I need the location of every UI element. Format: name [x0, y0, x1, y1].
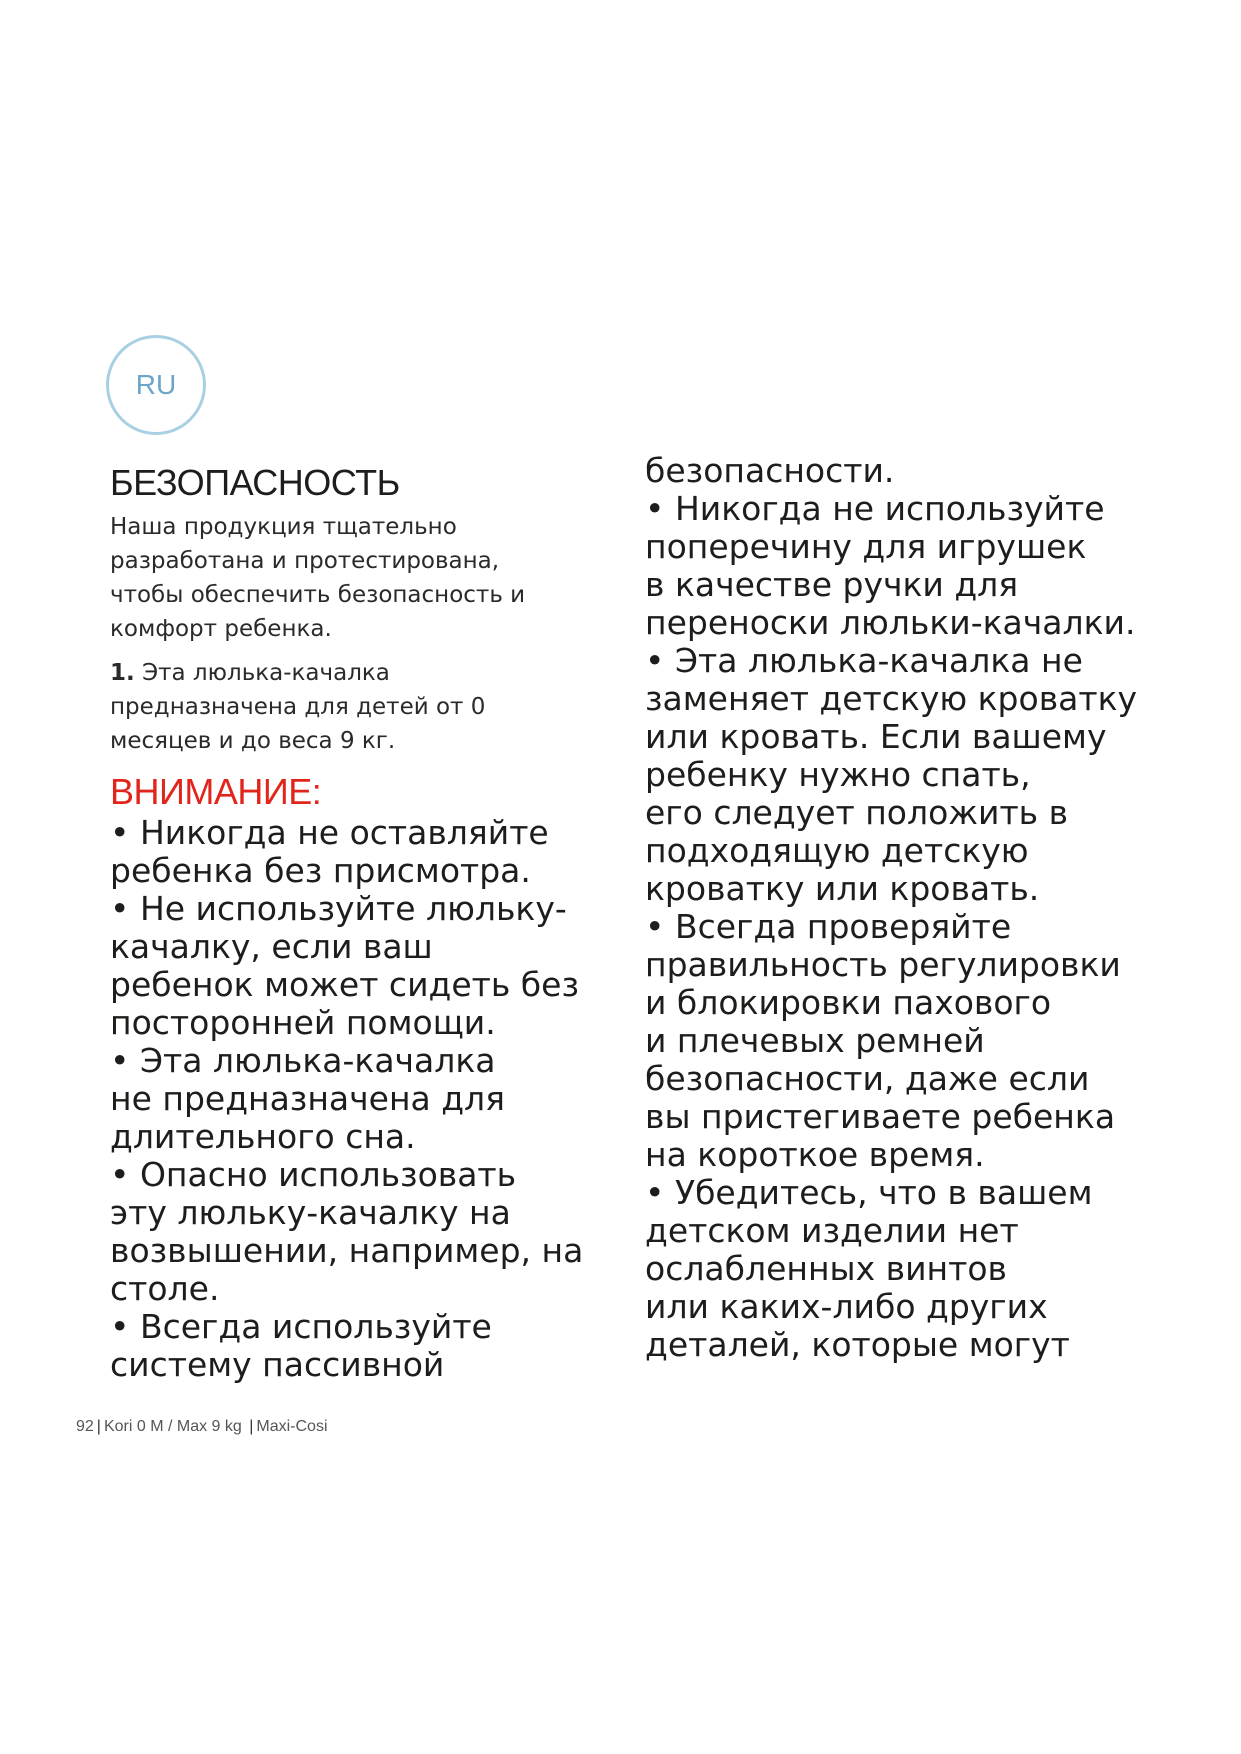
warning-line: на короткое время. — [645, 1135, 985, 1174]
intro-line: Наша продукция тщательно — [110, 514, 457, 540]
warning-line: • Эта люлька-качалка не — [645, 641, 1083, 680]
warning-line: или кровать. Если вашему — [645, 717, 1107, 756]
warning-line: • Убедитесь, что в вашем — [645, 1173, 1093, 1212]
section-heading: БЕЗОПАСНОСТЬ — [110, 462, 400, 503]
warning-line: деталей, которые могут — [645, 1325, 1070, 1364]
warning-line: • Всегда проверяйте — [645, 907, 1012, 946]
language-badge-label: RU — [135, 369, 177, 400]
warning-line: • Эта люлька-качалка — [110, 1041, 496, 1080]
warning-line: подходящую детскую — [645, 831, 1029, 870]
warning-line: детском изделии нет — [645, 1211, 1019, 1250]
product-name: Kori 0 M / Max 9 kg — [103, 1418, 242, 1435]
item-number: 1. — [110, 660, 135, 686]
footer-separator: | — [96, 1418, 101, 1435]
warning-line: безопасности. — [645, 451, 895, 490]
warning-line: безопасности, даже если — [645, 1059, 1090, 1098]
warning-line: • Всегда используйте — [110, 1307, 492, 1346]
left-column — [110, 462, 610, 1384]
intro-line: разработана и протестирована, — [110, 548, 500, 574]
warning-line: ребенку нужно спать, — [645, 755, 1031, 794]
warning-line: ребенок может сидеть без — [110, 965, 579, 1004]
warning-line: и плечевых ремней — [645, 1021, 985, 1060]
warning-line: поперечину для игрушек — [645, 527, 1087, 566]
warning-line: ослабленных винтов — [645, 1249, 1007, 1288]
warning-line: в качестве ручки для — [645, 565, 1019, 604]
warning-line: систему пассивной — [110, 1345, 445, 1384]
page-footer — [76, 1418, 328, 1436]
warning-line: • Не используйте люльку- — [110, 889, 567, 928]
item-line: Эта люлька-качалка — [142, 660, 390, 686]
warning-line: длительного сна. — [110, 1117, 416, 1156]
warning-line: качалку, если ваш — [110, 927, 433, 966]
warning-line: столе. — [110, 1269, 220, 1308]
warning-line: • Опасно использовать — [110, 1155, 517, 1194]
numbered-item-1 — [110, 656, 610, 758]
warning-line: вы пристегиваете ребенка — [645, 1097, 1116, 1136]
warning-line: его следует положить в — [645, 793, 1069, 832]
item-line: предназначена для детей от 0 — [110, 694, 486, 720]
language-badge — [106, 335, 206, 435]
warning-list — [110, 814, 610, 1384]
warning-line: не предназначена для — [110, 1079, 506, 1118]
intro-line: чтобы обеспечить безопасность и — [110, 582, 526, 608]
warning-line: ребенка без присмотра. — [110, 851, 531, 890]
warning-line: возвышении, например, на — [110, 1231, 584, 1270]
warning-line: заменяет детскую кроватку — [645, 679, 1138, 718]
warning-line: • Никогда не используйте — [645, 489, 1105, 528]
warning-line: или каких-либо других — [645, 1287, 1048, 1326]
warning-line: правильность регулировки — [645, 945, 1121, 984]
item-line: месяцев и до веса 9 кг. — [110, 728, 396, 754]
warning-line: кроватку или кровать. — [645, 869, 1040, 908]
warning-line: эту люльку-качалку на — [110, 1193, 511, 1232]
warning-line: посторонней помощи. — [110, 1003, 496, 1042]
warning-line: • Никогда не оставляйте — [110, 813, 549, 852]
warning-title: ВНИМАНИЕ: — [110, 771, 322, 812]
footer-separator: | — [249, 1418, 254, 1435]
intro-line: комфорт ребенка. — [110, 616, 332, 642]
right-column — [645, 451, 1165, 1364]
warning-line: переноски люльки-качалки. — [645, 603, 1136, 642]
warning-line: и блокировки пахового — [645, 983, 1052, 1022]
brand-name: Maxi-Cosi — [256, 1418, 328, 1435]
intro-paragraph — [110, 510, 610, 646]
page-number: 92 — [76, 1418, 94, 1435]
